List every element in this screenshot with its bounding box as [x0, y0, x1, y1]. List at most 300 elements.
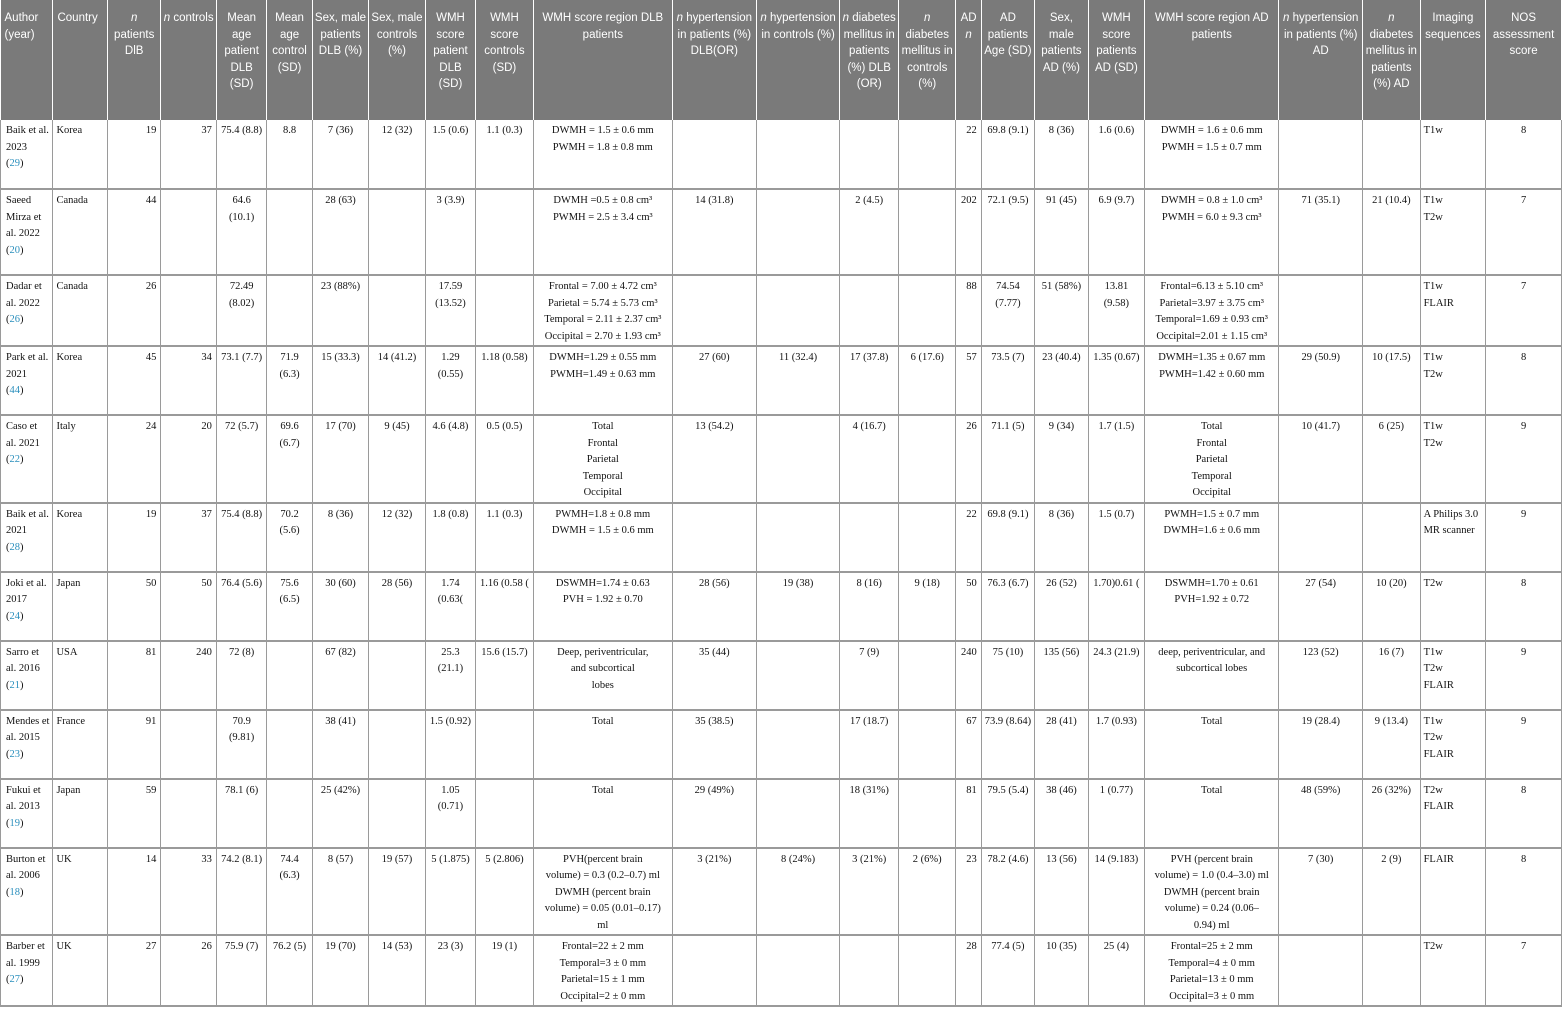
cell-ad-n: 23 [956, 848, 981, 936]
cell-n-ctrl [161, 779, 216, 848]
cell-region-ad [1145, 189, 1279, 275]
cell-ad-sex: 13 (56) [1035, 848, 1088, 936]
cell-region-dlb [533, 120, 672, 189]
cell-n-dlb: 81 [107, 641, 160, 710]
cell-ad-sex: 38 (46) [1035, 779, 1088, 848]
cell-dm-ctrl [898, 415, 956, 503]
cell-sex-ctrl: 14 (41.2) [369, 346, 426, 415]
cell-line: Frontal=22 ± 2 mm [561, 941, 644, 952]
cell-htn-dlb: 28 (56) [672, 572, 756, 641]
cell-nos: 8 [1486, 572, 1562, 641]
cell-n-ctrl [161, 710, 216, 779]
column-header [672, 0, 756, 120]
cell-n-dlb: 50 [107, 572, 160, 641]
cell-imaging [1420, 935, 1486, 1006]
author-year: Fukui et al. 2013 [6, 784, 41, 812]
cell-htn-ctrl: 8 (24%) [756, 848, 840, 936]
cell-dm-dlb: 7 (9) [840, 641, 899, 710]
cell-nos: 9 [1486, 710, 1562, 779]
author-year: Joki et al. 2017 [6, 577, 47, 605]
cell-imaging [1420, 848, 1486, 936]
cell-ad-wmh: 24.3 (21.9) [1088, 641, 1145, 710]
cell-line: T1w [1423, 646, 1443, 658]
cell-age-ctrl [267, 189, 312, 275]
cell-n-ctrl: 37 [161, 120, 216, 189]
cell-country: UK [53, 848, 107, 936]
author-year: Caso et al. 2021 [6, 421, 40, 449]
column-header [1420, 0, 1486, 120]
header-label: Sex, male controls (%) [371, 12, 423, 57]
cell-ad-wmh: 13.81 (9.58) [1088, 275, 1145, 346]
cell-line: Total [1201, 421, 1223, 432]
cell-htn-dlb [672, 935, 756, 1006]
cell-line: Temporal=1.69 ± 0.93 cm³ [1155, 314, 1268, 325]
cell-ad-n: 26 [956, 415, 981, 503]
cell-htn-ctrl [756, 120, 840, 189]
cell-sex-ctrl [369, 710, 426, 779]
cell-htn-ctrl [756, 275, 840, 346]
cell-dm-dlb [840, 275, 899, 346]
cell-ad-wmh: 14 (9.183) [1088, 848, 1145, 936]
cell-ad-n: 202 [956, 189, 981, 275]
cell-region-dlb [533, 641, 672, 710]
cell-age-ctrl: 70.2 (5.6) [267, 503, 312, 572]
header-n-symbol: n [1282, 12, 1290, 24]
author-year: Baik et al. 2023 [6, 125, 49, 153]
cell-country: Canada [53, 275, 107, 346]
column-header [1363, 0, 1421, 120]
cell-n-ctrl: 20 [161, 415, 216, 503]
reference-link[interactable]: 21 [9, 679, 20, 691]
header-label: NOS assessment score [1492, 12, 1555, 57]
column-header [267, 0, 312, 120]
cell-line: volume) = 1.0 (0.4–3.0) ml [1154, 870, 1269, 881]
cell-sex-ctrl [369, 641, 426, 710]
cell-ad-age: 76.3 (6.7) [981, 572, 1034, 641]
cell-age-ctrl: 8.8 [267, 120, 312, 189]
cell-ad-wmh: 1.6 (0.6) [1088, 120, 1145, 189]
cell-line: DWMH (percent brain [1163, 886, 1260, 898]
column-header [425, 0, 475, 120]
cell-ad-sex: 9 (34) [1035, 415, 1088, 503]
column-header [476, 0, 534, 120]
cell-sex-dlb: 7 (36) [312, 120, 369, 189]
cell-region-dlb [533, 275, 672, 346]
author-year: Park et al. 2021 [6, 352, 49, 380]
cell-sex-ctrl: 9 (45) [369, 415, 426, 503]
header-label: hypertension in patients (%) DLB(OR) [677, 12, 753, 57]
cell-line: FLAIR [1423, 679, 1454, 691]
cell-ad-wmh: 1.7 (1.5) [1088, 415, 1145, 503]
cell-line: DWMH = 0.8 ± 1.0 cm³ [1161, 195, 1263, 206]
cell-line: DWMH =0.5 ± 0.8 cm³ [553, 195, 653, 206]
author-year: Dadar et al. 2022 [6, 281, 42, 309]
cell-sex-dlb: 8 (57) [312, 848, 369, 936]
cell-wmh-ctrl: 0.5 (0.5) [476, 415, 534, 503]
cell-country: Korea [53, 346, 107, 415]
table-row [1, 120, 1562, 189]
cell-author: Fukui et al. 2013 (19) [1, 779, 53, 848]
cell-line: DSWMH=1.74 ± 0.63 [555, 577, 650, 589]
cell-ad-wmh: 25 (4) [1088, 935, 1145, 1006]
cell-ad-dm: 10 (20) [1363, 572, 1421, 641]
cell-sex-dlb: 15 (33.3) [312, 346, 369, 415]
header-label: controls [173, 12, 214, 24]
cell-ad-sex: 26 (52) [1035, 572, 1088, 641]
cell-wmh-dlb: 23 (3) [425, 935, 475, 1006]
table-row [1, 415, 1562, 503]
cell-imaging [1420, 275, 1486, 346]
cell-n-ctrl: 37 [161, 503, 216, 572]
cell-sex-ctrl: 12 (32) [369, 503, 426, 572]
cell-ad-htn: 48 (59%) [1279, 779, 1363, 848]
cell-ad-wmh: 1 (0.77) [1088, 779, 1145, 848]
cell-line: T2w [1423, 368, 1443, 380]
cell-nos: 7 [1486, 275, 1562, 346]
cell-line: Occipital=2 ± 0 mm [560, 990, 646, 1002]
cell-dm-ctrl: 2 (6%) [898, 848, 956, 936]
cell-line: Temporal = 2.11 ± 2.37 cm³ [544, 314, 662, 325]
cell-line: T2w [1423, 437, 1443, 449]
cell-imaging [1420, 189, 1486, 275]
cell-line: Frontal=6.13 ± 5.10 cm³ [1160, 281, 1264, 292]
cell-line: Parietal=15 ± 1 mm [560, 974, 645, 985]
cell-age-dlb: 64.6 (10.1) [216, 189, 266, 275]
cell-age-ctrl: 69.6 (6.7) [267, 415, 312, 503]
cell-sex-dlb: 23 (88%) [312, 275, 369, 346]
cell-wmh-ctrl: 15.6 (15.7) [476, 641, 534, 710]
cell-line: DWMH=1.6 ± 0.6 mm [1163, 525, 1260, 536]
header-label: WMH score region DLB patients [542, 12, 664, 41]
header-label: Sex, male patients AD (%) [1041, 12, 1082, 74]
header-label: Mean age patient DLB (SD) [224, 12, 259, 90]
column-header [1088, 0, 1145, 120]
cell-line: PVH (percent brain [1170, 853, 1253, 865]
cell-country: Canada [53, 189, 107, 275]
cell-wmh-ctrl [476, 189, 534, 275]
cell-imaging [1420, 503, 1486, 572]
cell-htn-dlb: 14 (31.8) [672, 189, 756, 275]
cell-n-dlb: 19 [107, 503, 160, 572]
cell-dm-dlb: 17 (18.7) [840, 710, 899, 779]
cell-dm-dlb: 4 (16.7) [840, 415, 899, 503]
column-header [216, 0, 266, 120]
cell-line: Total [1201, 715, 1223, 727]
cell-ad-sex: 8 (36) [1035, 120, 1088, 189]
column-header [53, 0, 107, 120]
cell-n-dlb: 45 [107, 346, 160, 415]
cell-wmh-dlb: 5 (1.875) [425, 848, 475, 936]
header-n-symbol: n [924, 12, 931, 24]
cell-ad-dm [1363, 120, 1421, 189]
reference-link[interactable]: 28 [9, 541, 20, 553]
cell-dm-ctrl [898, 779, 956, 848]
cell-line: PWMH=1.49 ± 0.63 mm [550, 368, 656, 380]
cell-sex-dlb: 25 (42%) [312, 779, 369, 848]
header-prefix: AD [960, 12, 977, 24]
cell-country: Italy [53, 415, 107, 503]
cell-line: PWMH=1.5 ± 0.7 mm [1164, 508, 1260, 520]
header-label: hypertension in controls (%) [761, 12, 836, 41]
column-header [756, 0, 840, 120]
cell-imaging [1420, 346, 1486, 415]
reference-link[interactable]: 22 [9, 454, 20, 465]
cell-line: volume) = 0.24 (0.06– [1164, 903, 1259, 914]
cell-country: USA [53, 641, 107, 710]
cell-ad-sex: 135 (56) [1035, 641, 1088, 710]
header-n-symbol: n [1388, 12, 1395, 24]
cell-age-ctrl: 74.4 (6.3) [267, 848, 312, 936]
cell-ad-sex: 28 (41) [1035, 710, 1088, 779]
cell-line: Frontal [1196, 437, 1227, 449]
cell-n-ctrl: 26 [161, 935, 216, 1006]
cell-nos: 8 [1486, 346, 1562, 415]
author-year: Mendes et al. 2015 [6, 715, 50, 743]
author-year: Saeed Mirza et al. 2022 [6, 195, 42, 239]
cell-ad-dm: 21 (10.4) [1363, 189, 1421, 275]
column-header [369, 0, 426, 120]
column-header [1, 0, 53, 120]
reference-link[interactable]: 27 [9, 974, 20, 985]
header-label: Country [57, 12, 98, 24]
cell-ad-n: 88 [956, 275, 981, 346]
cell-htn-dlb: 29 (49%) [672, 779, 756, 848]
cell-region-ad [1145, 641, 1279, 710]
table-row [1, 641, 1562, 710]
cell-line: T2w [1423, 663, 1443, 674]
cell-wmh-dlb: 17.59 (13.52) [425, 275, 475, 346]
cell-line: Occipital [1192, 487, 1231, 498]
cell-line: Temporal [1191, 470, 1232, 482]
cell-dm-dlb: 3 (21%) [840, 848, 899, 936]
column-header [898, 0, 956, 120]
cell-line: Temporal=4 ± 0 mm [1168, 957, 1255, 969]
header-label: Author (year) [4, 12, 39, 41]
cell-line: Total [592, 421, 614, 432]
header-label: WMH score controls (SD) [484, 12, 525, 74]
cell-sex-dlb: 30 (60) [312, 572, 369, 641]
cell-ad-wmh: 1.7 (0.93) [1088, 710, 1145, 779]
cell-line: and subcortical [570, 663, 635, 674]
cell-region-dlb [533, 346, 672, 415]
cell-line: Total [592, 784, 614, 796]
table-row [1, 189, 1562, 275]
cell-line: T1w [1423, 281, 1443, 292]
reference-link[interactable]: 20 [9, 244, 20, 256]
cell-ad-n: 81 [956, 779, 981, 848]
cell-ad-dm: 9 (13.4) [1363, 710, 1421, 779]
cell-line: Total [592, 715, 614, 727]
author-year: Baik et al. 2021 [6, 508, 49, 536]
cell-ad-dm: 26 (32%) [1363, 779, 1421, 848]
cell-ad-n: 28 [956, 935, 981, 1006]
cell-htn-dlb [672, 503, 756, 572]
cell-region-ad [1145, 848, 1279, 936]
cell-line: DWMH (percent brain [555, 886, 651, 898]
cell-line: T1w [1423, 421, 1443, 432]
cell-ad-age: 74.54 (7.77) [981, 275, 1034, 346]
cell-ad-sex: 8 (36) [1035, 503, 1088, 572]
cell-line: T2w [1423, 732, 1443, 743]
cell-htn-dlb: 13 (54.2) [672, 415, 756, 503]
cell-line: lobes [591, 679, 614, 691]
cell-line: T2w [1423, 211, 1443, 223]
cell-htn-ctrl [756, 415, 840, 503]
cell-line: volume) = 0.05 (0.01–0.17) [544, 903, 661, 914]
cell-region-ad [1145, 710, 1279, 779]
cell-n-dlb: 26 [107, 275, 160, 346]
cell-ad-htn [1279, 503, 1363, 572]
cell-ad-wmh: 1.5 (0.7) [1088, 503, 1145, 572]
column-header [840, 0, 899, 120]
header-n-symbol: n [842, 12, 850, 24]
cell-dm-dlb [840, 935, 899, 1006]
cell-n-dlb: 24 [107, 415, 160, 503]
cell-country: France [53, 710, 107, 779]
reference-link[interactable]: 18 [9, 886, 20, 898]
cell-ad-age: 73.5 (7) [981, 346, 1034, 415]
cell-dm-ctrl [898, 710, 956, 779]
header-label: AD patients Age (SD) [984, 12, 1032, 57]
cell-line: PVH(percent brain [563, 853, 643, 865]
cell-sex-ctrl: 14 (53) [369, 935, 426, 1006]
cell-ad-n: 57 [956, 346, 981, 415]
header-row [1, 0, 1562, 120]
cell-dm-dlb: 17 (37.8) [840, 346, 899, 415]
cell-htn-ctrl [756, 503, 840, 572]
cell-htn-dlb [672, 120, 756, 189]
cell-line: Frontal = 7.00 ± 4.72 cm³ [548, 281, 657, 292]
cell-htn-ctrl: 11 (32.4) [756, 346, 840, 415]
cell-age-dlb: 76.4 (5.6) [216, 572, 266, 641]
cell-wmh-ctrl [476, 779, 534, 848]
table-row [1, 346, 1562, 415]
table-row [1, 275, 1562, 346]
cell-ad-htn [1279, 120, 1363, 189]
cell-country: Japan [53, 779, 107, 848]
cell-htn-ctrl: 19 (38) [756, 572, 840, 641]
cell-line: PVH=1.92 ± 0.72 [1174, 594, 1250, 605]
cell-line: DWMH = 1.6 ± 0.6 mm [1160, 125, 1263, 136]
cell-n-ctrl: 50 [161, 572, 216, 641]
reference-link[interactable]: 26 [9, 314, 20, 325]
column-header [1035, 0, 1088, 120]
cell-ad-n: 22 [956, 503, 981, 572]
cell-author: Baik et al. 2023 (29) [1, 120, 53, 189]
cell-line: deep, periventricular, and [1158, 646, 1266, 658]
cell-line: Parietal=3.97 ± 3.75 cm³ [1159, 297, 1264, 309]
cell-region-ad [1145, 120, 1279, 189]
table-row [1, 935, 1562, 1006]
cell-age-dlb: 73.1 (7.7) [216, 346, 266, 415]
reference-link[interactable]: 23 [9, 748, 20, 760]
cell-wmh-ctrl: 5 (2.806) [476, 848, 534, 936]
cell-n-dlb: 19 [107, 120, 160, 189]
cell-nos: 9 [1486, 503, 1562, 572]
cell-wmh-ctrl [476, 275, 534, 346]
cell-sex-dlb: 8 (36) [312, 503, 369, 572]
cell-wmh-dlb: 1.8 (0.8) [425, 503, 475, 572]
reference-link[interactable]: 19 [9, 817, 20, 829]
cell-wmh-dlb: 4.6 (4.8) [425, 415, 475, 503]
cell-line: PWMH = 2.5 ± 3.4 cm³ [552, 211, 653, 223]
cell-region-ad [1145, 415, 1279, 503]
reference-link[interactable]: 24 [9, 610, 20, 622]
cell-nos: 8 [1486, 779, 1562, 848]
header-n-symbol: n [130, 12, 138, 24]
cell-sex-ctrl: 28 (56) [369, 572, 426, 641]
column-header [1486, 0, 1562, 120]
author-year: Burton et al. 2006 [6, 853, 46, 881]
cell-region-dlb [533, 572, 672, 641]
cell-author: Caso et al. 2021 (22) [1, 415, 53, 503]
cell-htn-ctrl [756, 641, 840, 710]
cell-ad-dm [1363, 275, 1421, 346]
cell-line: volume) = 0.3 (0.2–0.7) ml [545, 870, 660, 881]
cell-wmh-dlb: 1.74 (0.63( [425, 572, 475, 641]
cell-wmh-ctrl [476, 710, 534, 779]
cell-age-dlb: 78.1 (6) [216, 779, 266, 848]
cell-imaging [1420, 572, 1486, 641]
cell-imaging [1420, 641, 1486, 710]
cell-line: PVH = 1.92 ± 0.70 [562, 594, 643, 605]
cell-dm-ctrl [898, 641, 956, 710]
header-label: hypertension in patients (%) AD [1283, 12, 1359, 57]
cell-line: FLAIR [1423, 748, 1454, 760]
cell-author: Burton et al. 2006 (18) [1, 848, 53, 936]
reference-link[interactable]: 44 [9, 385, 20, 396]
column-header [1279, 0, 1363, 120]
cell-sex-dlb: 19 (70) [312, 935, 369, 1006]
cell-wmh-dlb: 1.5 (0.92) [425, 710, 475, 779]
reference-link[interactable]: 29 [9, 158, 20, 169]
cell-ad-dm: 2 (9) [1363, 848, 1421, 936]
cell-author: Saeed Mirza et al. 2022 (20) [1, 189, 53, 275]
cell-line: T1w [1423, 125, 1443, 136]
cell-wmh-dlb: 1.5 (0.6) [425, 120, 475, 189]
cell-ad-age: 69.8 (9.1) [981, 120, 1034, 189]
cell-sex-dlb: 67 (82) [312, 641, 369, 710]
header-label: WMH score patient DLB (SD) [433, 12, 468, 90]
author-year: Sarro et al. 2016 [6, 646, 40, 674]
header-label: patients DlB [114, 28, 155, 57]
cell-dm-ctrl [898, 503, 956, 572]
cell-ad-n: 22 [956, 120, 981, 189]
cell-dm-ctrl: 9 (18) [898, 572, 956, 641]
cell-line: DWMH = 1.5 ± 0.6 mm [551, 525, 654, 536]
table-body [1, 120, 1562, 1006]
cell-region-dlb [533, 935, 672, 1006]
header-n-symbol: n [676, 12, 683, 24]
cell-ad-dm: 6 (25) [1363, 415, 1421, 503]
cell-line: 0.94) ml [1193, 919, 1230, 931]
cell-n-ctrl [161, 275, 216, 346]
cell-wmh-ctrl: 1.1 (0.3) [476, 503, 534, 572]
cell-nos: 7 [1486, 935, 1562, 1006]
cell-wmh-dlb: 1.05 (0.71) [425, 779, 475, 848]
cell-region-dlb [533, 779, 672, 848]
header-label: Mean age control (SD) [272, 12, 307, 74]
cell-dm-dlb [840, 503, 899, 572]
cell-line: A Philips 3.0 MR scanner [1423, 508, 1479, 536]
cell-age-dlb: 72 (5.7) [216, 415, 266, 503]
cell-htn-ctrl [756, 935, 840, 1006]
header-label: WMH score patients AD (SD) [1094, 12, 1138, 74]
cell-ad-htn [1279, 935, 1363, 1006]
cell-ad-htn [1279, 275, 1363, 346]
column-header [161, 0, 216, 120]
cell-sex-ctrl: 12 (32) [369, 120, 426, 189]
